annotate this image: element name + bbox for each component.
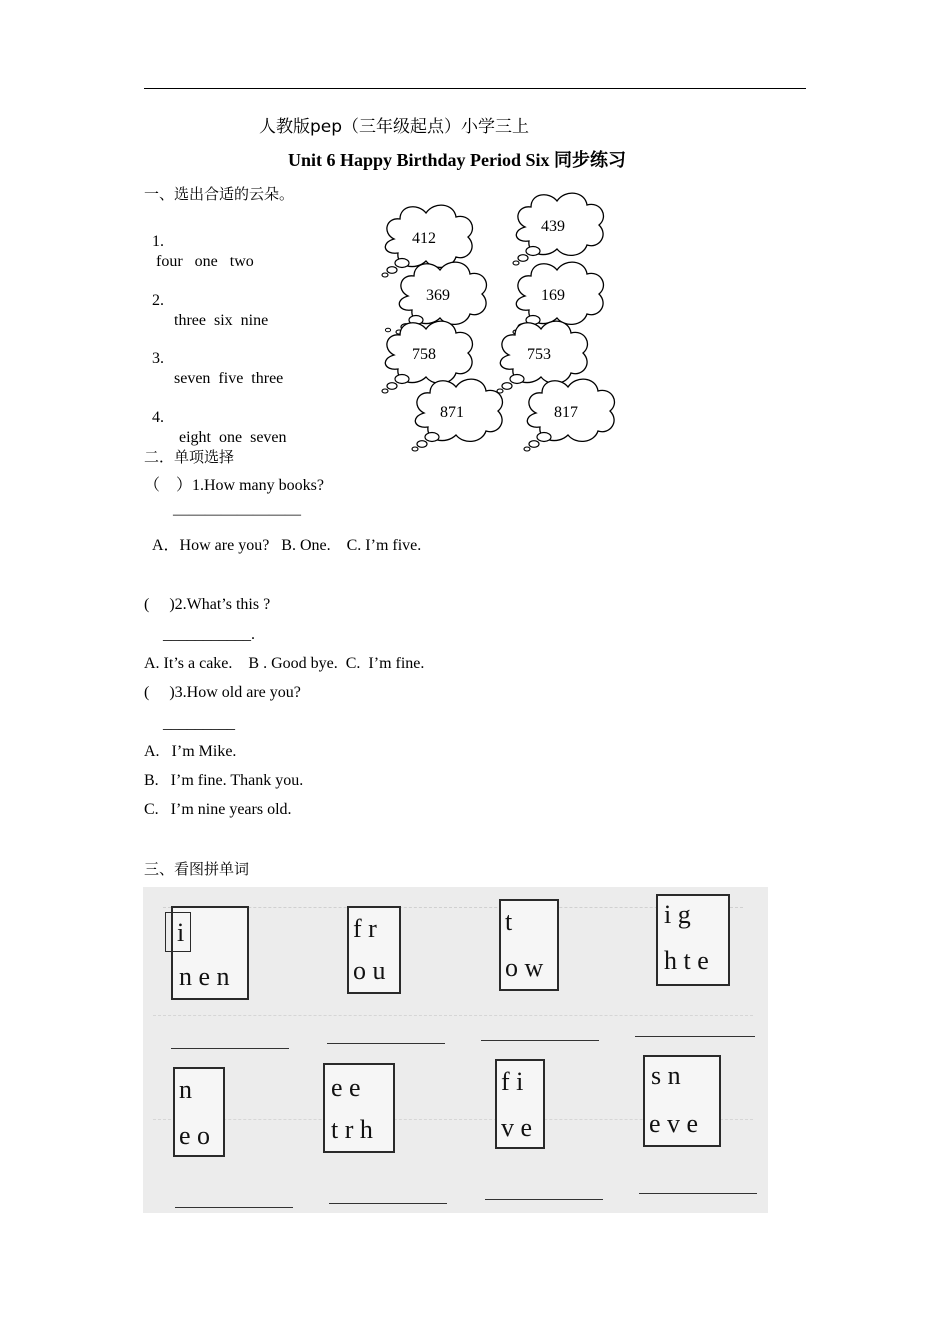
cloud-label: 369 xyxy=(426,287,450,304)
tile-bottom-letters: v e xyxy=(501,1113,533,1142)
item-words: eight one seven xyxy=(179,429,287,446)
tile-top-letters: f i xyxy=(501,1067,524,1096)
tile-bottom-letters: e o xyxy=(179,1121,211,1150)
letter-tile-1 xyxy=(171,906,249,1000)
cloud-439[interactable] xyxy=(513,193,603,265)
question-1-answer-blank[interactable]: ———————— xyxy=(173,506,301,523)
item-number: 1. xyxy=(152,233,164,250)
question-1-stem: （ ）1.How many books? xyxy=(144,477,324,494)
question-1-options: A．How are you? B. One. C. I’m five. xyxy=(152,537,422,554)
thought-clouds xyxy=(370,196,640,458)
tile-bottom-letters: e v e xyxy=(649,1109,699,1138)
section1-item-3 xyxy=(144,329,283,389)
tile-bottom-letters: t r h xyxy=(331,1115,373,1144)
section1-heading: 一、选出合适的云朵。 xyxy=(144,185,295,203)
answer-line-4[interactable] xyxy=(635,1036,755,1037)
question-3-stem: ( )3.How old are you? xyxy=(144,684,301,701)
tile-top-letters: e e xyxy=(331,1073,361,1102)
question-3-option-c: C. I’m nine years old. xyxy=(144,801,292,818)
section1-item-2 xyxy=(144,271,268,331)
tile-bottom-letters: h t e xyxy=(664,946,709,975)
letter-tile-8 xyxy=(643,1055,721,1147)
tile-bottom-letters: o w xyxy=(505,953,544,982)
tile-bottom-letters: o u xyxy=(353,956,386,985)
question-3-answer-blank[interactable]: _________ xyxy=(163,715,235,732)
item-words: seven five three xyxy=(174,370,284,387)
answer-line-2[interactable] xyxy=(327,1043,445,1044)
question-2-options: A. It’s a cake. B . Good bye. C. I’m fine. xyxy=(144,655,425,672)
letter-tile-2 xyxy=(347,906,401,994)
letter-tile-4 xyxy=(656,894,730,986)
tile-top-letters: t xyxy=(505,907,513,936)
tile-top-letters: i xyxy=(177,918,185,947)
question-3-option-a: A. I’m Mike. xyxy=(144,743,237,760)
answer-line-5[interactable] xyxy=(175,1207,293,1208)
section2-heading: 二．单项选择 xyxy=(144,448,235,466)
cloud-label: 412 xyxy=(412,230,436,247)
cloud-label: 817 xyxy=(554,404,578,421)
tile-top-letters: i g xyxy=(664,900,691,929)
letter-tile-5 xyxy=(173,1067,225,1157)
item-number: 4. xyxy=(152,409,164,426)
answer-line-6[interactable] xyxy=(329,1203,447,1204)
item-number: 2. xyxy=(152,292,164,309)
tile-top-letters: f r xyxy=(353,914,377,943)
answer-line-8[interactable] xyxy=(639,1193,757,1194)
section3-heading: 三、看图拼单词 xyxy=(144,860,250,878)
title-chinese: 人教版pep（三年级起点）小学三上 xyxy=(259,117,530,137)
title-english: Unit 6 Happy Birthday Period Six 同步练习 xyxy=(288,150,627,170)
tile-top-letters: s n xyxy=(651,1061,681,1090)
item-words: three six nine xyxy=(174,312,269,329)
word-puzzle-photo xyxy=(143,887,768,1213)
item-number: 3. xyxy=(152,350,164,367)
answer-line-3[interactable] xyxy=(481,1040,599,1041)
cloud-label: 871 xyxy=(440,404,464,421)
question-2-stem: ( )2.What’s this ? xyxy=(144,596,271,613)
header-rule xyxy=(144,88,806,89)
answer-line-7[interactable] xyxy=(485,1199,603,1200)
item-words: four one two xyxy=(156,253,254,270)
cloud-label: 439 xyxy=(541,218,565,235)
tile-bottom-letters: n e n xyxy=(179,962,230,991)
cloud-871[interactable] xyxy=(412,379,502,451)
letter-tile-3 xyxy=(499,899,559,991)
cloud-label: 169 xyxy=(541,287,565,304)
cloud-label: 758 xyxy=(412,346,436,363)
letter-tile-7 xyxy=(495,1059,545,1149)
section1-item-4 xyxy=(144,388,287,448)
cloud-label: 753 xyxy=(527,346,551,363)
section1-item-1 xyxy=(144,212,254,272)
question-2-answer-blank[interactable]: ___________. xyxy=(163,626,255,643)
letter-tile-6 xyxy=(323,1063,395,1153)
tile-top-letters: n xyxy=(179,1075,192,1104)
cloud-817[interactable] xyxy=(524,379,614,451)
answer-line-1[interactable] xyxy=(171,1048,289,1049)
question-3-option-b: B. I’m fine. Thank you. xyxy=(144,772,304,789)
